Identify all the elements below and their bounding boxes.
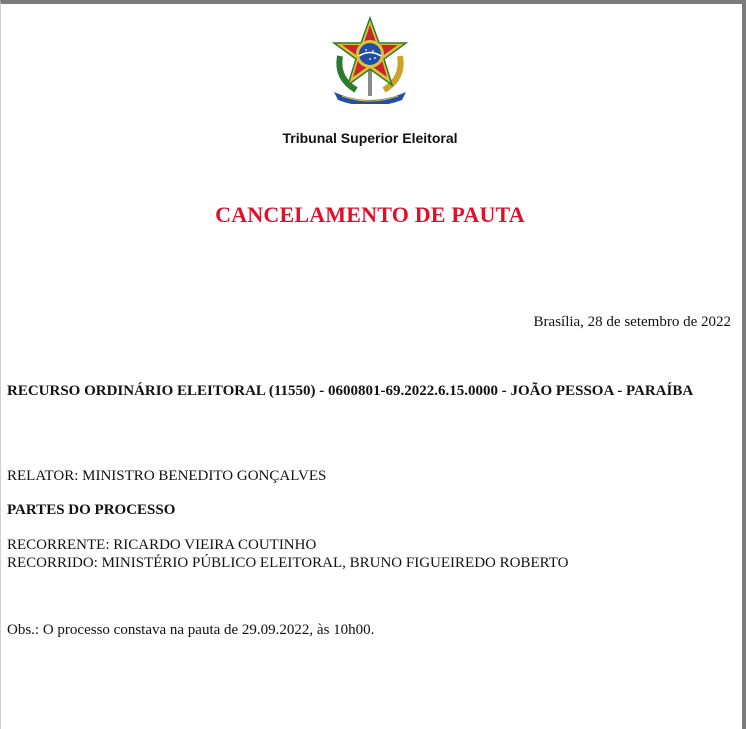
party-appellant: RECORRENTE: RICARDO VIEIRA COUTINHO [7,537,317,553]
court-name: Tribunal Superior Eleitoral [282,130,458,146]
parties-list [7,536,568,572]
parties-title: PARTES DO PROCESSO [7,502,176,518]
brazil-coat-of-arms-icon [330,16,410,104]
party-respondent: RECORRIDO: MINISTÉRIO PÚBLICO ELEITORAL, BRUNO FIGUEIREDO ROBERTO [7,555,569,571]
document-title: CANCELAMENTO DE PAUTA [215,202,525,227]
case-heading: RECURSO ORDINÁRIO ELEITORAL (11550) - 0600801-69.2022.6.15.0000 - JOÃO PESSOA - PARAÍBA [7,383,694,399]
relator-line: RELATOR: MINISTRO BENEDITO GONÇALVES [7,468,327,484]
date-line: Brasília, 28 de setembro de 2022 [533,314,731,330]
observation-note: Obs.: O processo constava na pauta de 29.09.2022, às 10h00. [7,622,375,638]
